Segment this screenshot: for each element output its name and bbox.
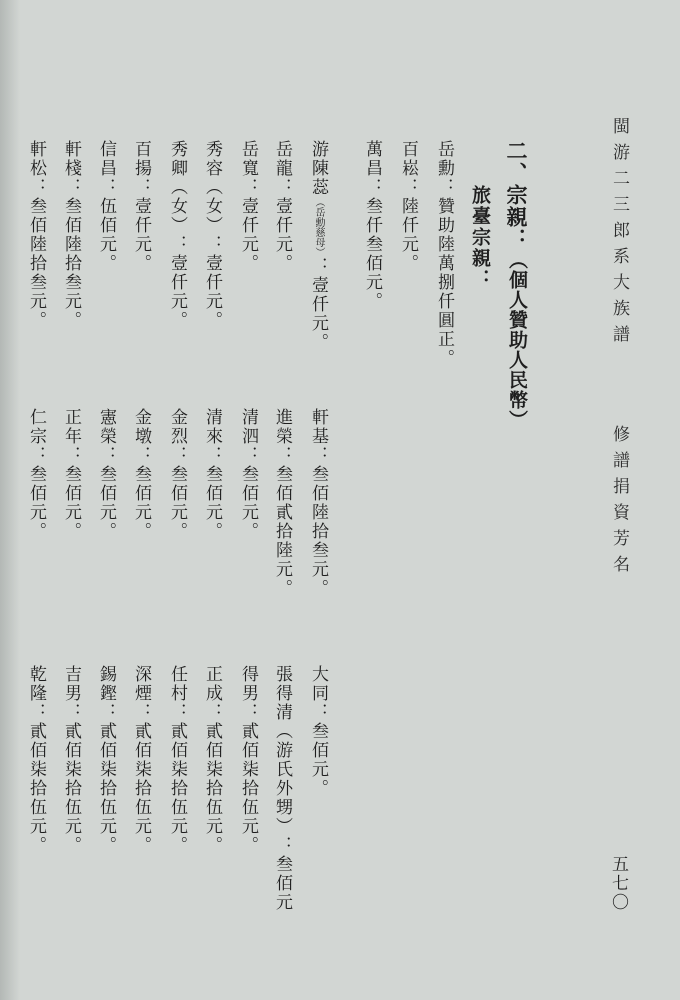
donation-amount: 壹仟元。 xyxy=(272,197,292,273)
donor-name: 進榮： xyxy=(272,408,292,465)
donation-amount: 叁佰元。 xyxy=(308,722,328,798)
donation-amount: 壹仟元。 xyxy=(238,197,258,273)
donor-entry xyxy=(309,140,326,352)
donation-amount: 叁佰元。 xyxy=(202,465,222,541)
donation-amount: 壹仟元。 xyxy=(167,254,187,330)
donor-entry xyxy=(435,140,452,368)
donor-entry xyxy=(363,140,380,311)
book-title: 閩游二三郎系大族譜 xyxy=(609,117,629,351)
donor-entry xyxy=(399,140,416,273)
donor-entry xyxy=(239,408,256,541)
donor-entry xyxy=(62,140,79,330)
donation-amount: 陸仟元。 xyxy=(398,197,418,273)
donor-entry xyxy=(309,665,326,798)
donor-name: 仁宗： xyxy=(26,408,46,465)
donor-name: 信昌： xyxy=(96,140,116,197)
section-heading-prefix: 二、宗親： xyxy=(504,140,529,250)
donor-entry xyxy=(62,665,79,855)
donor-name: 正年： xyxy=(61,408,81,465)
donor-entry xyxy=(203,140,220,330)
donor-entry xyxy=(62,408,79,541)
donor-name: 軒棧： xyxy=(61,140,81,197)
donor-name: 岳寬： xyxy=(238,140,258,197)
donor-entry xyxy=(132,665,149,855)
donation-amount: 貳佰柒拾伍元。 xyxy=(131,722,151,855)
donation-amount: 貳佰柒拾伍元。 xyxy=(167,722,187,855)
donation-amount: 貳佰柒拾伍元。 xyxy=(238,722,258,855)
donor-entry xyxy=(309,408,326,598)
donor-name: 游陳蕊 xyxy=(308,140,328,197)
donor-entry xyxy=(239,665,256,855)
donor-entry xyxy=(132,140,149,273)
donor-entry xyxy=(27,140,44,330)
donation-amount: 贊助陸萬捌仟圓正。 xyxy=(434,197,454,368)
donor-entry xyxy=(273,665,290,912)
donation-amount: 伍佰元。 xyxy=(96,197,116,273)
donor-name: 軒基： xyxy=(308,408,328,465)
donor-name: 乾隆： xyxy=(26,665,46,722)
donor-entry xyxy=(273,140,290,273)
donor-name: 正成： xyxy=(202,665,222,722)
donation-amount: 貳佰柒拾伍元。 xyxy=(26,722,46,855)
donation-amount: 叁佰元。 xyxy=(61,465,81,541)
donation-amount: 貳佰柒拾伍元。 xyxy=(202,722,222,855)
donor-name: 大同： xyxy=(308,665,328,722)
donor-entry xyxy=(239,140,256,273)
donor-name: 百揚： xyxy=(131,140,151,197)
page-gutter-shadow xyxy=(0,0,20,1000)
donor-entry xyxy=(168,665,185,855)
donor-name: 金烈： xyxy=(167,408,187,465)
donor-name: 任村： xyxy=(167,665,187,722)
donor-entry xyxy=(168,408,185,541)
donor-name: 軒松： xyxy=(26,140,46,197)
donor-name: 錫鏗： xyxy=(96,665,116,722)
donor-entry xyxy=(203,408,220,541)
donation-amount: 叁佰陸拾叁元。 xyxy=(308,465,328,598)
donor-name: 張得清（游氏外甥）： xyxy=(272,665,292,855)
donation-amount: 叁佰元。 xyxy=(131,465,151,541)
section-subheading: 旅臺宗親： xyxy=(469,185,491,290)
donor-name: 岳勳： xyxy=(434,140,454,197)
donor-name: 百崧： xyxy=(398,140,418,197)
donor-name: 憲榮： xyxy=(96,408,116,465)
donation-amount: 叁佰陸拾叁元。 xyxy=(61,197,81,330)
donation-amount: 叁仟叁佰元。 xyxy=(362,197,382,311)
donor-entry xyxy=(273,408,290,598)
donor-name: 金墩： xyxy=(131,408,151,465)
donor-entry xyxy=(97,140,114,273)
donor-name: 萬昌： xyxy=(362,140,382,197)
donor-entry xyxy=(97,665,114,855)
donation-amount: 叁佰元。 xyxy=(238,465,258,541)
donor-name: 得男： xyxy=(238,665,258,722)
donation-amount: 叁佰貳拾陸元。 xyxy=(272,465,292,598)
donor-entry xyxy=(27,408,44,541)
donation-amount: 貳佰柒拾伍元。 xyxy=(61,722,81,855)
donor-entry xyxy=(203,665,220,855)
donation-amount: 叁佰陸拾叁元。 xyxy=(26,197,46,330)
section-heading xyxy=(506,140,527,430)
page-number: 五七〇 xyxy=(608,855,628,912)
donation-amount: 叁佰元。 xyxy=(96,465,116,541)
donor-name: 吉男： xyxy=(61,665,81,722)
donation-amount: 叁佰元。 xyxy=(26,465,46,541)
donor-entry xyxy=(168,140,185,330)
donation-amount: 壹仟元。 xyxy=(202,254,222,330)
donor-name: 清泗： xyxy=(238,408,258,465)
donor-entry xyxy=(97,408,114,541)
donation-amount: 貳佰柒拾伍元。 xyxy=(96,722,116,855)
donation-amount: ：壹仟元。 xyxy=(308,257,328,352)
donor-name: 深煙： xyxy=(131,665,151,722)
donor-name: 秀卿（女）： xyxy=(167,140,187,254)
donation-amount: 叁佰元。 xyxy=(167,465,187,541)
donor-note: （岳勳慈母） xyxy=(313,197,324,257)
donation-amount: 壹仟元。 xyxy=(131,197,151,273)
donor-name: 清來： xyxy=(202,408,222,465)
donor-entry xyxy=(27,665,44,855)
donor-name: 岳龍： xyxy=(272,140,292,197)
donor-name: 秀容（女）： xyxy=(202,140,222,254)
donation-amount: 叁佰元 xyxy=(272,855,292,912)
chapter-title: 修譜捐資芳名 xyxy=(609,425,629,581)
section-heading-paren: （個人贊助人民幣） xyxy=(506,250,527,430)
donor-entry xyxy=(132,408,149,541)
